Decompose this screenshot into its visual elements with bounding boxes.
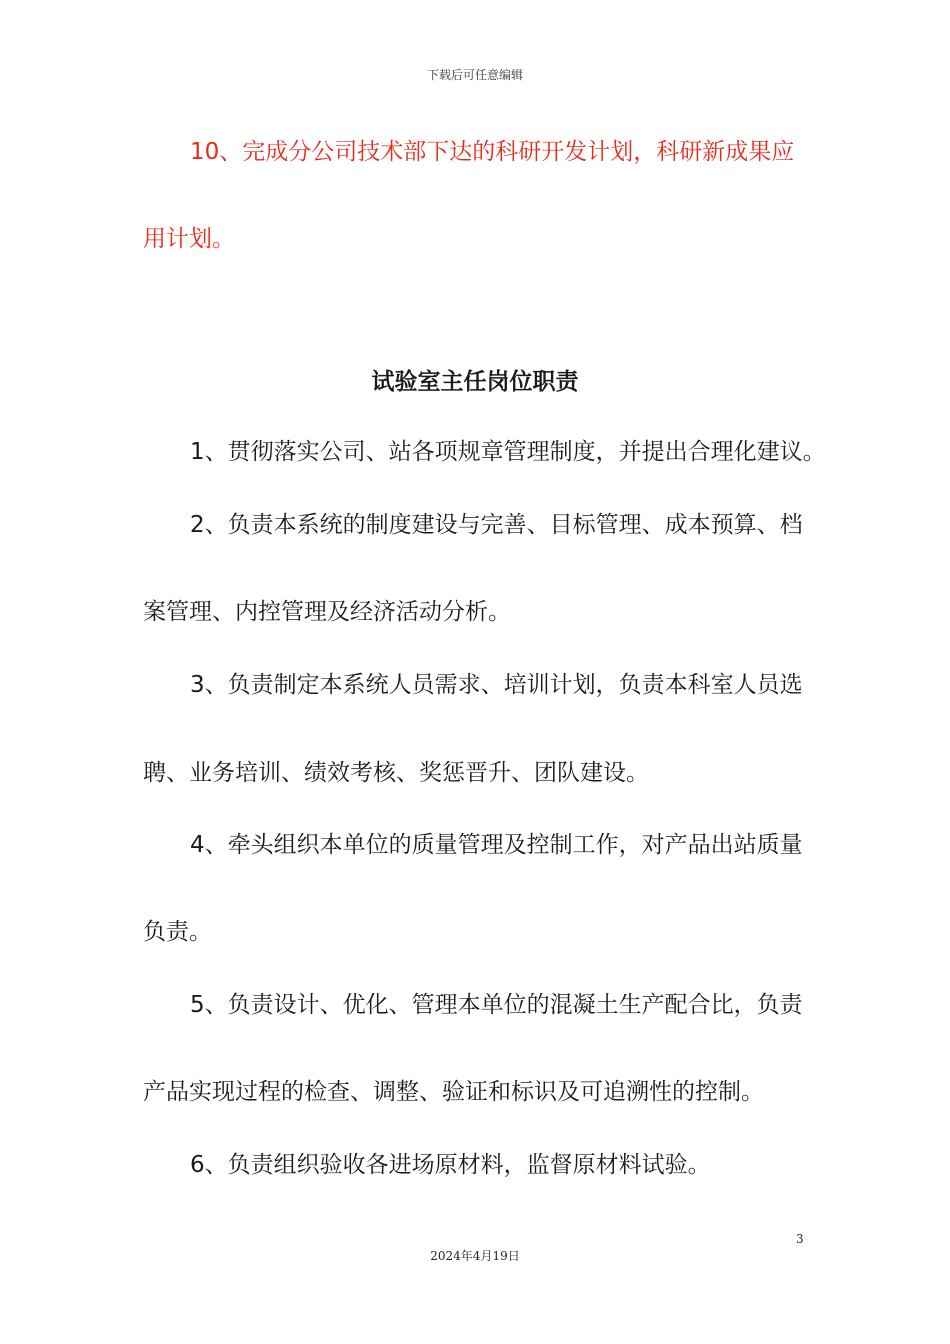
item-4-line-1: 4、牵头组织本单位的质量管理及控制工作，对产品出站质量 [190, 832, 803, 858]
item-6-line-1: 6、负责组织验收各进场原材料，监督原材料试验。 [190, 1152, 711, 1178]
section-title: 试验室主任岗位职责 [371, 369, 579, 395]
item-3-line-1: 3、负责制定本系统人员需求、培训计划，负责本科室人员选 [190, 672, 803, 698]
item-3-line-2: 聘、业务培训、绩效考核、奖惩晋升、团队建设。 [143, 760, 649, 786]
item-4-line-2: 负责。 [143, 919, 212, 945]
page-number: 3 [796, 1232, 804, 1246]
intro-line-1: 10、完成分公司技术部下达的科研开发计划，科研新成果应 [190, 139, 795, 165]
item-2-line-1: 2、负责本系统的制度建设与完善、目标管理、成本预算、档 [190, 512, 803, 538]
item-1-line-1: 1、贯彻落实公司、站各项规章管理制度，并提出合理化建议。 [190, 439, 826, 465]
item-2-line-2: 案管理、内控管理及经济活动分析。 [143, 599, 511, 625]
item-5-line-1: 5、负责设计、优化、管理本单位的混凝土生产配合比，负责 [190, 992, 803, 1018]
intro-line-2: 用计划。 [143, 226, 235, 252]
footer-date: 2024年4月19日 [430, 1249, 520, 1263]
header-note: 下载后可任意编辑 [426, 68, 523, 82]
item-5-line-2: 产品实现过程的检查、调整、验证和标识及可追溯性的控制。 [143, 1079, 764, 1105]
